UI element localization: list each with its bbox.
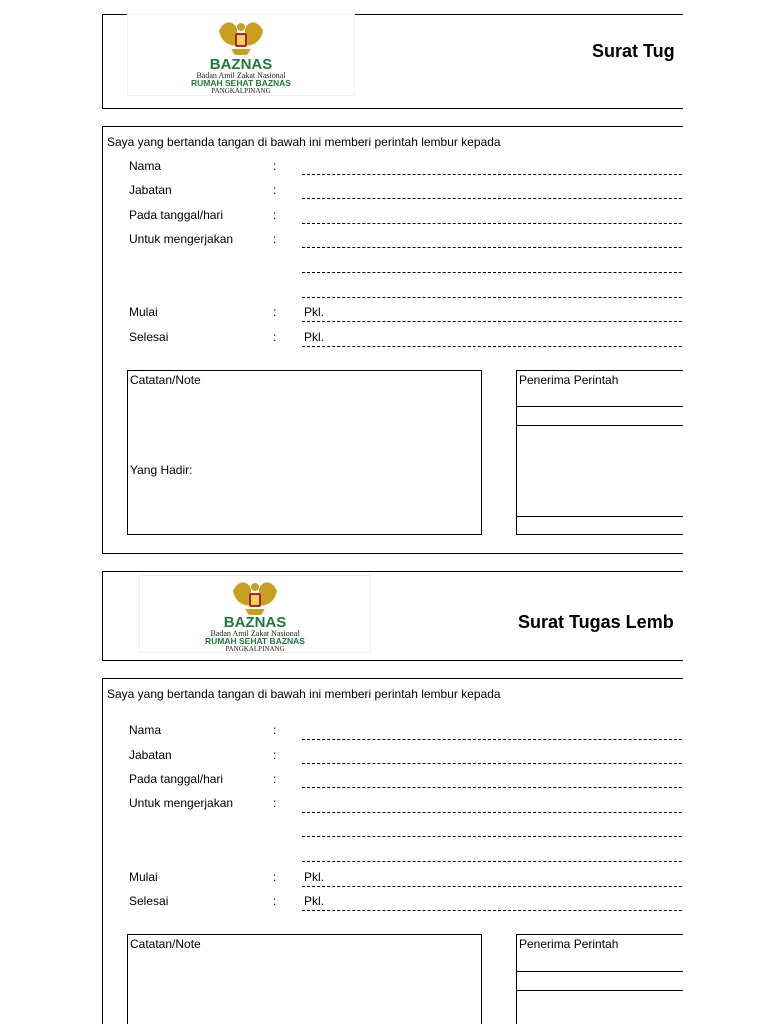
colon: : [273, 208, 277, 222]
label-untuk: Untuk mengerjakan [129, 232, 234, 246]
untuk-line-2 [302, 836, 702, 837]
tanggal-line [302, 223, 702, 224]
form1-notes-box [127, 370, 482, 535]
logo-line1: Badan Amil Zakat Nasional [210, 629, 300, 638]
form2-intro: Saya yang bertanda tangan di bawah ini memberi perintah lembur kepada [107, 687, 501, 701]
jabatan-line [302, 763, 702, 764]
untuk-line-3 [302, 297, 702, 298]
logo-name: BAZNAS [223, 614, 287, 631]
nama-line [302, 174, 702, 175]
mulai-line [302, 321, 702, 322]
colon: : [273, 330, 277, 344]
garuda-emblem-icon [140, 576, 370, 652]
recipient-divider [516, 990, 702, 991]
label-untuk: Untuk mengerjakan [129, 796, 234, 810]
selesai-line [302, 346, 702, 347]
label-nama: Nama [129, 723, 162, 737]
untuk-line-1 [302, 812, 702, 813]
garuda-emblem-icon [128, 15, 354, 95]
yang-hadir-label: Yang Hadir: [130, 463, 193, 477]
pkl-selesai: Pkl. [304, 894, 325, 908]
recipient-divider [516, 406, 702, 407]
recipient-divider [516, 971, 702, 972]
recipient-label: Penerima Perintah [519, 373, 619, 387]
mulai-line [302, 886, 702, 887]
colon: : [273, 748, 277, 762]
untuk-line-3 [302, 861, 702, 862]
label-selesai: Selesai [129, 330, 169, 344]
label-nama: Nama [129, 159, 162, 173]
label-tanggal: Pada tanggal/hari [129, 772, 224, 786]
selesai-line [302, 910, 702, 911]
logo-line2: RUMAH SEHAT BAZNAS [191, 78, 291, 88]
colon: : [273, 772, 277, 786]
jabatan-line [302, 198, 702, 199]
form1-logo [128, 15, 354, 95]
untuk-line-2 [302, 272, 702, 273]
tanggal-line [302, 787, 702, 788]
colon: : [273, 796, 277, 810]
recipient-divider [516, 516, 702, 517]
form1-recipient-box [516, 370, 702, 535]
label-jabatan: Jabatan [129, 748, 172, 762]
label-mulai: Mulai [129, 305, 158, 319]
colon: : [273, 305, 277, 319]
pkl-selesai: Pkl. [304, 330, 325, 344]
logo-line3: PANGKALPINANG [211, 87, 271, 95]
label-selesai: Selesai [129, 894, 169, 908]
label-tanggal: Pada tanggal/hari [129, 208, 224, 222]
label-mulai: Mulai [129, 870, 158, 884]
recipient-label: Penerima Perintah [519, 937, 619, 951]
notes-label: Catatan/Note [130, 373, 201, 387]
recipient-divider [516, 425, 702, 426]
pkl-mulai: Pkl. [304, 305, 325, 319]
page-crop-mask [683, 0, 768, 1024]
pkl-mulai: Pkl. [304, 870, 325, 884]
logo-line1: Badan Amil Zakat Nasional [196, 71, 286, 80]
form1-title: Surat Tug [592, 41, 675, 61]
nama-line [302, 739, 702, 740]
colon: : [273, 183, 277, 197]
form1-intro: Saya yang bertanda tangan di bawah ini memberi perintah lembur kepada [107, 135, 501, 149]
colon: : [273, 870, 277, 884]
logo-line3: PANGKALPINANG [225, 645, 285, 652]
colon: : [273, 159, 277, 173]
notes-label: Catatan/Note [130, 937, 201, 951]
logo-line2: RUMAH SEHAT BAZNAS [205, 636, 305, 646]
colon: : [273, 723, 277, 737]
label-jabatan: Jabatan [129, 183, 172, 197]
colon: : [273, 894, 277, 908]
logo-name: BAZNAS [209, 56, 273, 73]
untuk-line-1 [302, 247, 702, 248]
colon: : [273, 232, 277, 246]
form2-title: Surat Tugas Lemb [518, 612, 674, 632]
form2-logo [140, 576, 370, 652]
